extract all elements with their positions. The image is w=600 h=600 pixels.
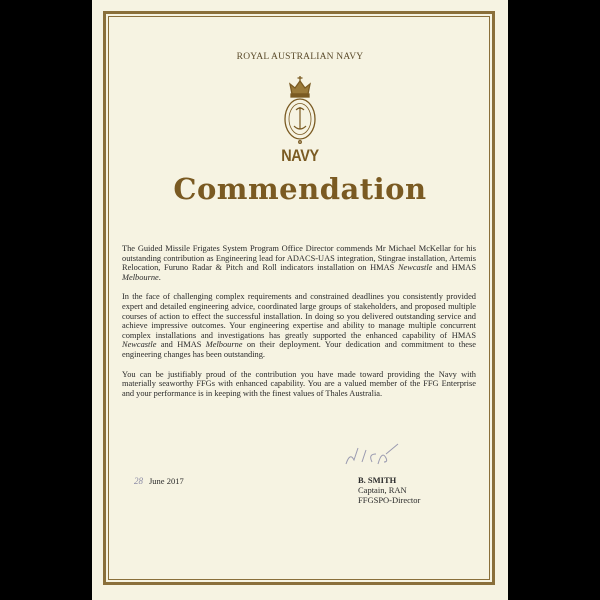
p1-text: and HMAS bbox=[432, 263, 476, 273]
document-title: Commendation bbox=[173, 172, 427, 206]
p1-text: The Guided Missile Frigates System Program Office Director commends Mr Michael McKellar for his outstanding contribution as Engineering lead for ADACS-UAS integration, Stingrae installation, Artemis Relocation, Furuno Radar & Pitch and Roll indicators installation on HMAS bbox=[122, 244, 476, 273]
date-line bbox=[134, 476, 184, 486]
p2-text: In the face of challenging complex requirements and constrained deadlines you consistently provided expert and detailed engineering advice, coordinated large groups of stakeholders, and proposed multiple courses of action to effect the successful installation. In doing so you delivered outstanding service and achieve impressive outcomes. Your engineering expertise and ability to manage multiple concurrent complex installations and investigations has greatly supported the enhanced capability of HMAS bbox=[122, 292, 476, 340]
commendation-body bbox=[122, 244, 476, 408]
ship-name: Newcastle bbox=[397, 263, 433, 273]
navy-crest-icon bbox=[272, 74, 328, 148]
date-day: 28 bbox=[134, 476, 143, 486]
paragraph-2 bbox=[122, 292, 476, 359]
signer-role: FFGSPO-Director bbox=[358, 494, 421, 505]
certificate-page bbox=[92, 0, 508, 600]
p2-text: and HMAS bbox=[156, 340, 206, 350]
navy-logo-word: NAVY bbox=[281, 146, 319, 165]
ship-name: Newcastle bbox=[122, 340, 157, 350]
signature-block bbox=[358, 476, 420, 505]
signer-name: B. SMITH bbox=[358, 475, 397, 485]
p2-text: on their deployment. Your dedication and commitment to these engineering changes has been outstanding. bbox=[122, 340, 476, 359]
paragraph-3: You can be justifiably proud of the contribution you have made toward providing the Navy with materially seaworthy FFGs with enhanced capability. You are a valued member of the FFG Enterprise and your performance is in keeping with the finest values of Thales Australia. bbox=[122, 369, 476, 398]
signer-rank: Captain, RAN bbox=[358, 484, 407, 495]
organisation-heading: ROYAL AUSTRALIAN NAVY bbox=[236, 52, 364, 62]
paragraph-1 bbox=[122, 244, 476, 282]
ship-name: Melbourne bbox=[205, 340, 243, 350]
ship-name: Melbourne bbox=[122, 272, 159, 282]
date-month-year: June 2017 bbox=[149, 476, 184, 486]
signature-icon bbox=[342, 440, 402, 470]
p1-text: . bbox=[158, 272, 161, 282]
